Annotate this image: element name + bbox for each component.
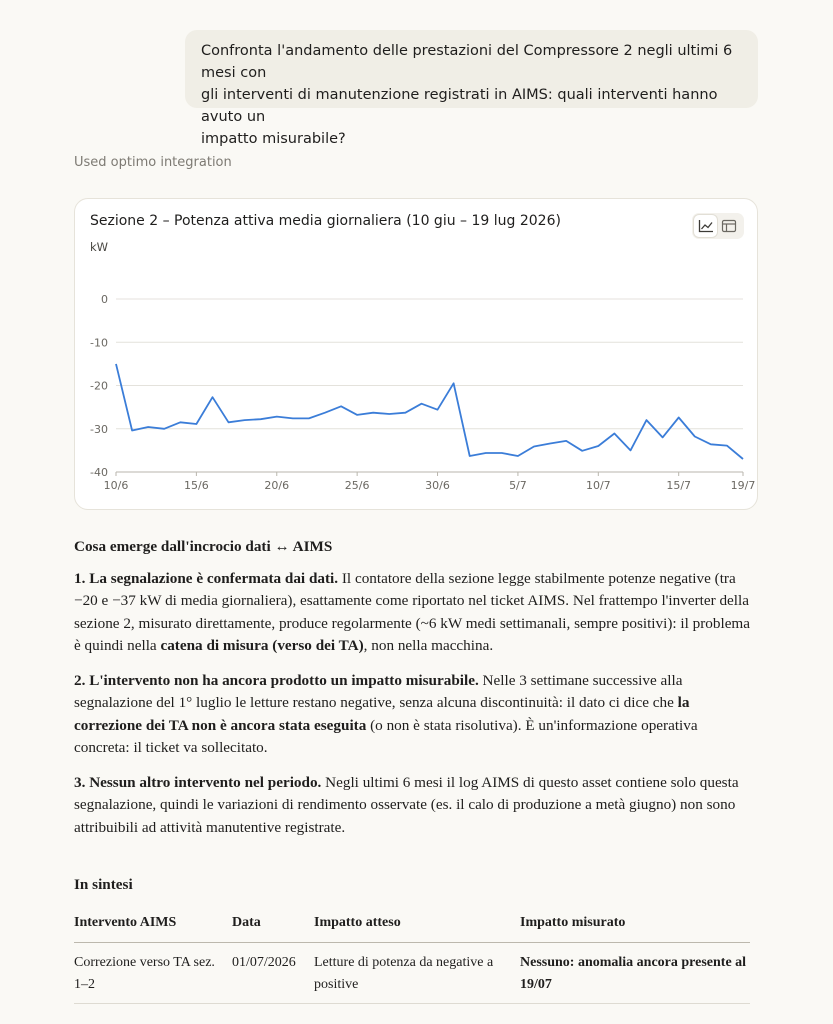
finding-paragraph-1 [74,568,754,658]
x-tick-label: 15/7 [666,479,692,492]
user-message-bubble [185,30,758,147]
finding-2-emphasis: la correzione dei TA non è ancora stata eseguita [74,694,690,734]
data-point[interactable] [435,407,441,413]
data-point[interactable] [113,361,119,367]
data-point[interactable] [161,426,167,432]
data-point[interactable] [354,412,360,418]
data-point[interactable] [740,456,746,462]
x-tick-label: 25/6 [344,479,370,492]
data-point[interactable] [145,424,151,430]
data-point[interactable] [579,448,585,454]
data-point[interactable] [209,394,215,400]
data-point[interactable] [724,443,730,449]
series-line [116,364,743,459]
user-message-line: Confronta l'andamento delle prestazioni del Compressore 2 negli ultimi 6 mesi con [201,43,733,81]
x-tick-label: 20/6 [264,479,290,492]
cell-expected-impact: Letture di potenza da negative a positive [314,943,520,1004]
y-tick-label: -40 [90,466,108,479]
data-point[interactable] [708,441,714,447]
y-tick-label: -30 [90,422,108,436]
cell-intervention: Correzione verso TA sez. 1–2 [74,943,232,1004]
y-axis-unit: kW [90,240,109,254]
finding-1-title: 1. La segnalazione è confermata dai dati. [74,569,339,587]
data-point[interactable] [515,453,521,459]
finding-2-text: Nelle 3 settimane successive alla segnalazione del 1° luglio le letture restano negative, senza alcuna discontinuità: il dato ci dice che [74,671,683,711]
data-point[interactable] [242,417,248,423]
x-tick-label: 19/7 [730,479,756,492]
chart-title: Sezione 2 – Potenza attiva media giornaliera (10 giu – 19 lug 2026) [90,213,561,229]
finding-2-title: 2. L'intervento non ha ancora prodotto un impatto misurabile. [74,671,479,689]
data-point[interactable] [595,443,601,449]
finding-1-tail: , non nella macchina. [363,637,494,654]
column-header-expected-impact: Impatto atteso [314,910,520,943]
data-point[interactable] [386,411,392,417]
data-point[interactable] [177,419,183,425]
data-point[interactable] [193,421,199,427]
data-point[interactable] [547,440,553,446]
x-tick-label: 10/7 [585,479,611,492]
data-point[interactable] [306,415,312,421]
data-point[interactable] [370,410,376,416]
data-point[interactable] [467,453,473,459]
finding-3-text: Negli ultimi 6 mesi il log AIMS di questo asset contiene solo questa segnalazione, quindi le variazioni di rendimento osservate (es. il calo di produzione a metà giugno) non sono attribuibili ad attività manutentive registrate. [74,773,739,836]
cell-measured-impact: Nessuno: anomalia ancora presente al 19/07 [520,943,750,1004]
data-point[interactable] [692,434,698,440]
data-point[interactable] [627,447,633,453]
x-tick-label: 5/7 [509,479,527,492]
x-tick-label: 15/6 [184,479,209,492]
data-point[interactable] [660,434,666,440]
column-header-date: Data [232,910,314,943]
user-message-line: gli interventi di manutenzione registrati in AIMS: quali interventi hanno avuto un [201,87,718,125]
data-point[interactable] [563,438,569,444]
user-message-line: impatto misurabile? [201,131,346,147]
finding-1-text: Il contatore della sezione legge stabilmente potenze negative (tra −20 e −37 kW di media giornaliera), esattamente come riportato nel ticket AIMS. Nel frattempo l'inverter della sezione 2, misurato direttamente, produce regolarmente (~6 kW medi settimanali, sempre positivi): il problema è quindi nella [74,569,750,654]
finding-paragraph-2 [74,670,754,760]
data-point[interactable] [418,401,424,407]
data-point[interactable] [611,431,617,437]
table-row [74,943,750,1004]
y-tick-label: -20 [90,379,108,393]
data-point[interactable] [129,427,135,433]
analysis-heading: Cosa emerge dall'incrocio dati ↔ AIMS [74,538,333,555]
data-point[interactable] [531,443,537,449]
tool-use-label[interactable]: Used optimo integration [74,155,232,170]
summary-heading: In sintesi [74,876,133,893]
data-point[interactable] [402,410,408,416]
chart-card [74,198,758,510]
data-point[interactable] [499,450,505,456]
finding-paragraph-3 [74,772,754,840]
data-point[interactable] [258,416,264,422]
data-point[interactable] [483,450,489,456]
cell-date: 01/07/2026 [232,943,314,1004]
data-point[interactable] [451,380,457,386]
x-tick-label: 30/6 [425,479,450,492]
y-tick-label: 0 [101,293,108,306]
finding-2-tail: (o non è stata risolutiva). È un'informazione operativa concreta: il ticket va sollecitato. [74,716,698,756]
y-tick-label: -10 [90,336,108,350]
data-point[interactable] [322,410,328,416]
data-point[interactable] [644,417,650,423]
finding-1-emphasis: catena di misura (verso dei TA) [160,637,364,654]
table-header-row [74,910,750,943]
summary-table [74,910,750,1004]
data-point[interactable] [274,414,280,420]
data-point[interactable] [226,419,232,425]
data-point[interactable] [290,415,296,421]
x-tick-label: 10/6 [103,479,129,492]
column-header-measured-impact: Impatto misurato [520,910,750,943]
finding-3-title: 3. Nessun altro intervento nel periodo. [74,773,322,791]
data-point[interactable] [676,415,682,421]
column-header-intervention: Intervento AIMS [74,910,232,943]
data-point[interactable] [338,403,344,409]
line-chart [75,199,759,511]
assistant-answer [74,536,754,851]
